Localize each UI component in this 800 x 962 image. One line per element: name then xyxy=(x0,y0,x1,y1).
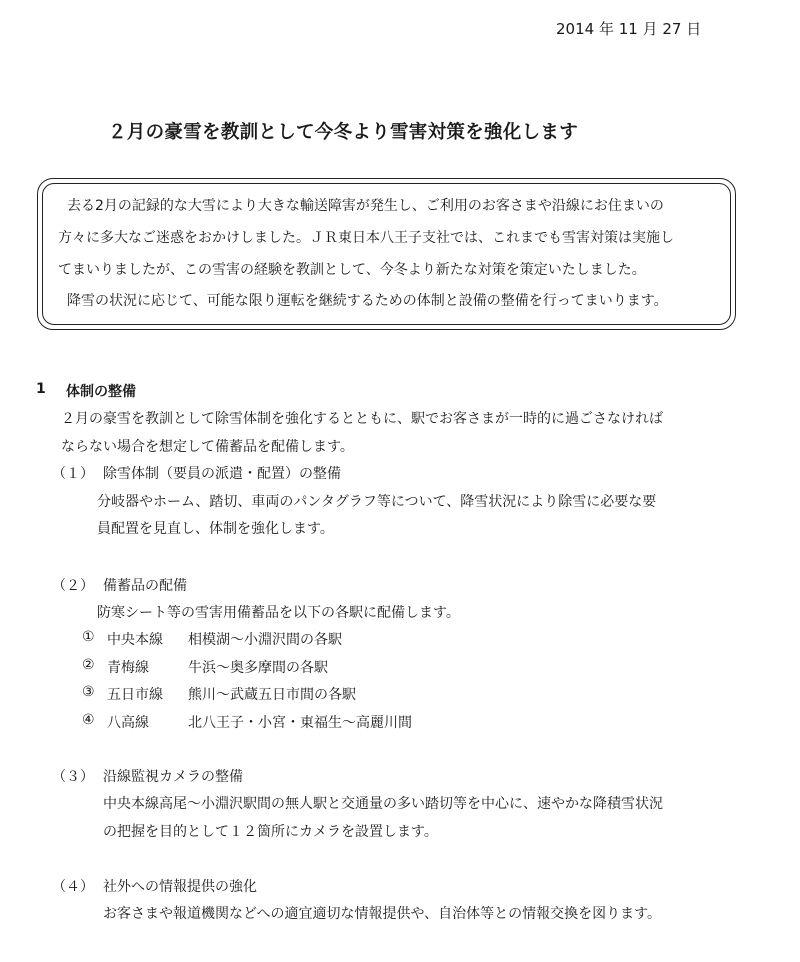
section-intro-line: ならない場合を想定して備蓄品を配備します。 xyxy=(61,439,354,455)
section-heading: 体制の整備 xyxy=(66,384,136,400)
list-item-line-name: 青梅線 xyxy=(107,660,149,676)
list-item-marker: ① xyxy=(82,629,95,645)
subsection-text-line: 分岐器やホーム、踏切、車両のパンタグラフ等について、降雪状況により除雪に必要な要 xyxy=(97,494,657,510)
subsection-text-line: の把握を目的として１２箇所にカメラを設置します。 xyxy=(103,824,438,840)
section-number: 1 xyxy=(36,381,46,397)
subsection-title: 備蓄品の配備 xyxy=(103,578,187,594)
list-item-marker: ② xyxy=(82,657,95,673)
notice-line: 降雪の状況に応じて、可能な限り運転を継続するための体制と設備の整備を行ってまいります。 xyxy=(67,293,668,309)
list-item-range: 熊川～武蔵五日市間の各駅 xyxy=(188,687,356,703)
subsection-number: （２） xyxy=(52,578,94,594)
list-item-line-name: 中央本線 xyxy=(107,632,163,648)
subsection-number: （３） xyxy=(52,769,94,785)
notice-line: 方々に多大なご迷惑をおかけしました。ＪＲ東日本八王子支社では、これまでも雪害対策は実施し xyxy=(58,230,674,246)
document-date: 2014 年 11 月 27 日 xyxy=(556,20,702,38)
subsection-number: （１） xyxy=(52,466,94,482)
subsection-title: 沿線監視カメラの整備 xyxy=(103,769,243,785)
notice-line: てまいりましたが、この雪害の経験を教訓として、今冬より新たな対策を策定いたしました。 xyxy=(58,262,646,278)
subsection-title: 除雪体制（要員の派遣・配置）の整備 xyxy=(103,466,341,482)
section-intro-line: ２月の豪雪を教訓として除雪体制を強化するとともに、駅でお客さまが一時的に過ごさなければ xyxy=(61,411,663,427)
list-item-range: 牛浜～奥多摩間の各駅 xyxy=(188,660,328,676)
subsection-text-line: お客さまや報道機関などへの適宜適切な情報提供や、自治体等との情報交換を図ります。 xyxy=(103,906,662,922)
list-item-range: 北八王子・小宮・東福生～高麗川間 xyxy=(188,715,412,731)
list-item-line-name: 八高線 xyxy=(107,715,149,731)
subsection-text-line: 員配置を見直し、体制を強化します。 xyxy=(97,521,334,537)
document-title: ２月の豪雪を教訓として今冬より雪害対策を強化します xyxy=(108,122,579,143)
list-item-marker: ③ xyxy=(82,684,95,700)
list-item-marker: ④ xyxy=(82,712,95,728)
subsection-intro: 防寒シート等の雪害用備蓄品を以下の各駅に配備します。 xyxy=(97,605,460,621)
subsection-title: 社外への情報提供の強化 xyxy=(103,879,257,895)
list-item-line-name: 五日市線 xyxy=(107,687,163,703)
subsection-text-line: 中央本線高尾～小淵沢駅間の無人駅と交通量の多い踏切等を中心に、速やかな降積雪状況 xyxy=(103,796,663,812)
subsection-number: （４） xyxy=(52,879,94,895)
list-item-range: 相模湖～小淵沢間の各駅 xyxy=(188,632,342,648)
notice-line: 去る2月の記録的な大雪により大きな輸送障害が発生し、ご利用のお客さまや沿線にお住まいの xyxy=(67,198,664,214)
